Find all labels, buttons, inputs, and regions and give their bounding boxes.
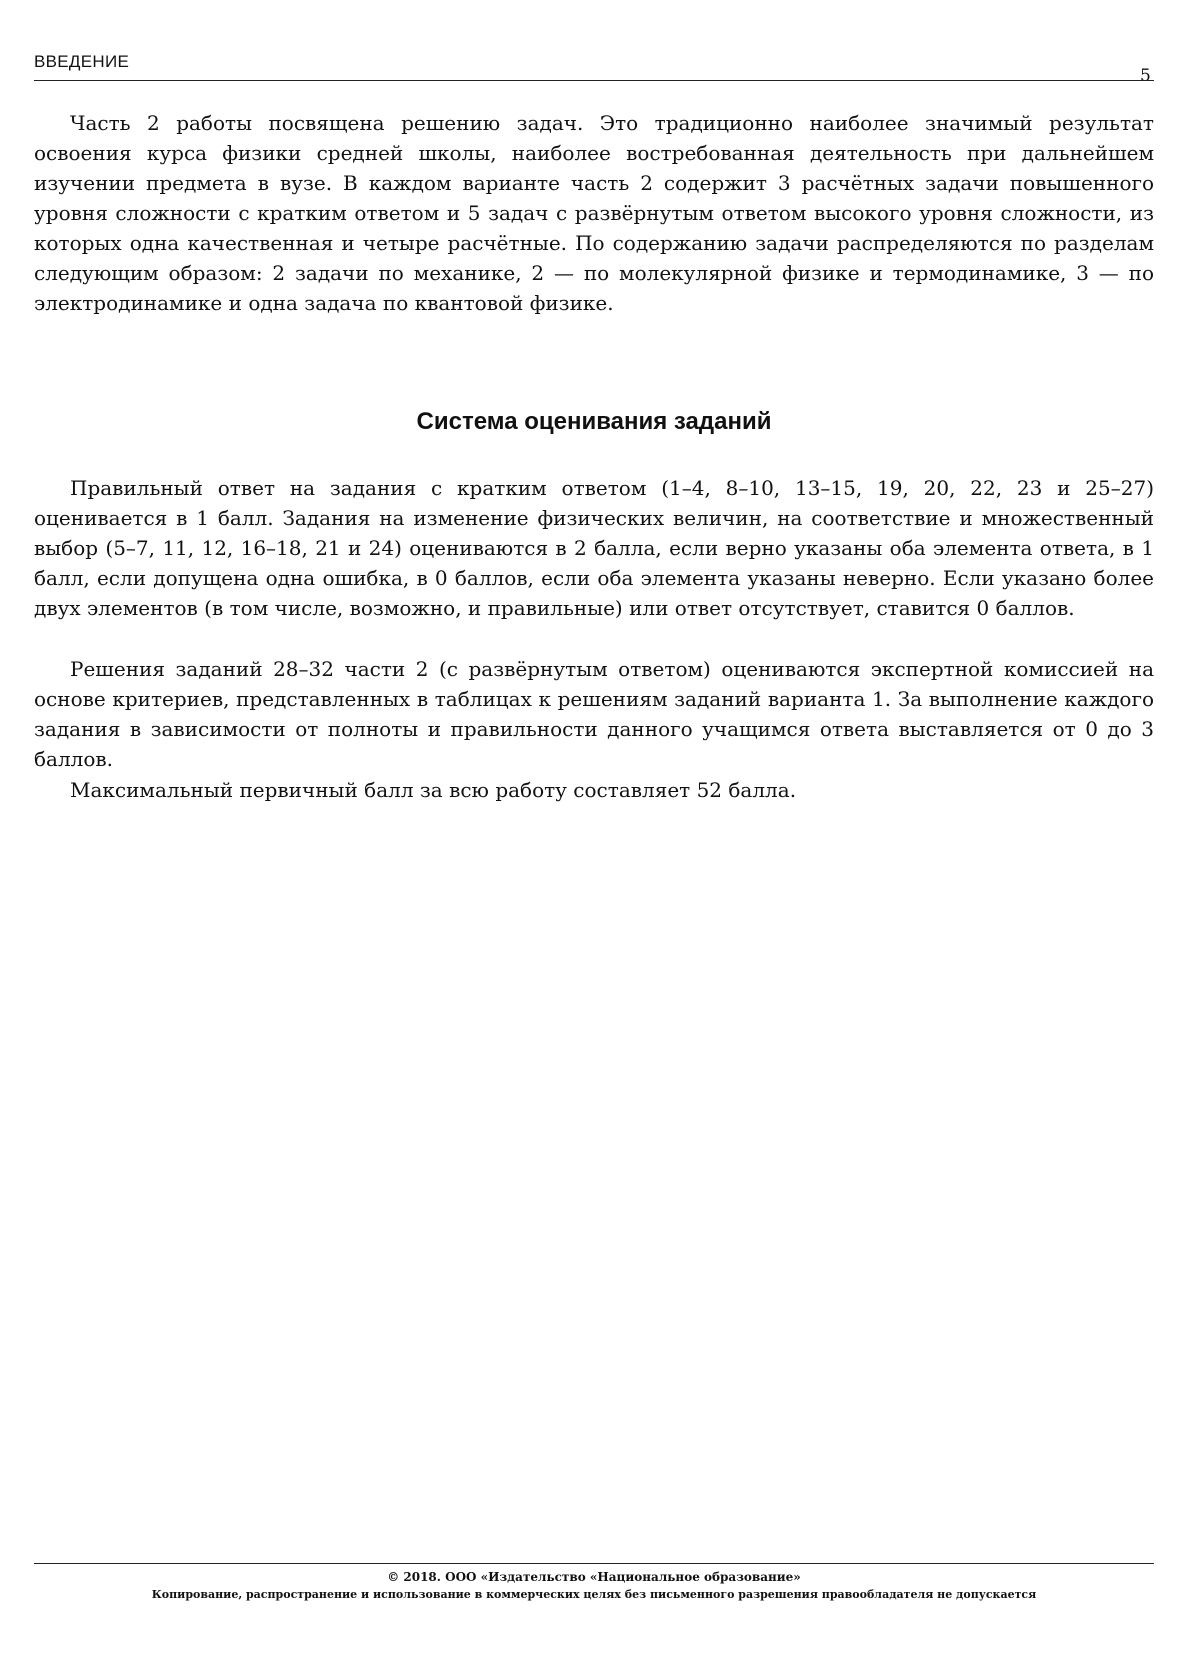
footer-divider [34, 1563, 1154, 1564]
grading-paragraph-2: Решения заданий 28–32 части 2 (с развёрнутым ответом) оцениваются экспертной комиссией на основе критериев, представленных в таблицах к решениям заданий варианта 1. За выполнение каждого задания в зависимости от полноты и правильности данного учащимся ответа выставляется от 0 до 3 баллов. [34, 657, 1154, 771]
running-header-section: ВВЕДЕНИЕ [34, 52, 130, 71]
footer-copyright: © 2018. ООО «Издательство «Национальное образование» [387, 1570, 801, 1584]
grading-paragraph-1: Правильный ответ на задания с кратким ответом (1–4, 8–10, 13–15, 19, 20, 22, 23 и 25–27) оценивается в 1 балл. Задания на изменение физических величин, на соответствие и множественный выбор (5–7, 11, 12, 16–18, 21 и 24) оцениваются в 2 балла, если верно указаны оба элемента ответа, в 1 балл, если допущена одна ошибка, в 0 баллов, если оба элемента указаны неверно. Если указано более двух элементов (в том числе, возможно, и правильные) или ответ отсутствует, ставится 0 баллов. [34, 476, 1154, 620]
header-divider [34, 80, 1154, 81]
page-number: 5 [1140, 66, 1151, 86]
section-title: Система оценивания заданий [416, 408, 772, 435]
intro-paragraph: Часть 2 работы посвящена решению задач. Это традиционно наиболее значимый результат освоения курса физики средней школы, наиболее востребованная деятельность при дальнейшем изучении предмета в вузе. В каждом варианте часть 2 содержит 3 расчётных задачи повышенного уровня сложности с кратким ответом и 5 задач с развёрнутым ответом высокого уровня сложности, из которых одна качественная и четыре расчётные. По содержанию задачи распределяются по разделам следующим образом: 2 задачи по механике, 2 — по молекулярной физике и термодинамике, 3 — по электродинамике и одна задача по квантовой физике. [34, 111, 1154, 315]
footer-notice: Копирование, распространение и использование в коммерческих целях без письменного разрешения правообладателя не допускается [151, 1588, 1037, 1601]
grading-paragraph-3: Максимальный первичный балл за всю работу составляет 52 балла. [70, 778, 797, 802]
